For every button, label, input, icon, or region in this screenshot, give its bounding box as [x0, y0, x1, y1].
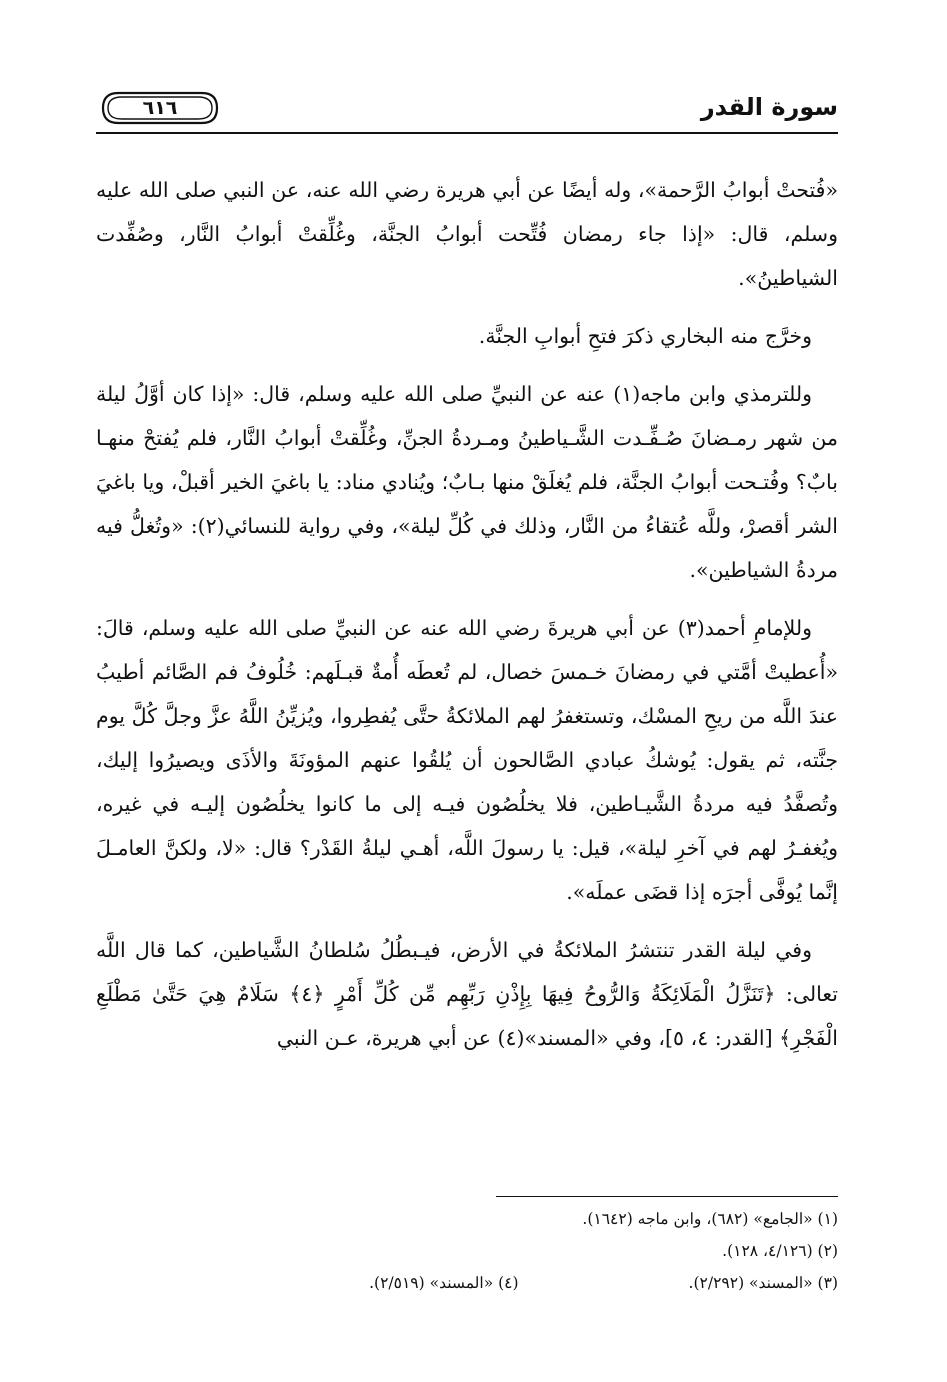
- footnote-row: [96, 1235, 838, 1267]
- main-text: [96, 168, 838, 1074]
- paragraph: وللإمامِ أحمد(٣) عن أبي هريرةَ رضي الله عنه عن النبيِّ صلى الله عليه وسلم، قالَ: «أُعطيتْ أمَّتي في رمضانَ خـمسَ خصال، لم تُعطَه أُمةٌ قبـلَهم: خُلُوفُ فم الصَّائم أطيبُ عندَ اللَّه من ريحِ المسْك، وتستغفرُ لهم الملائكةُ حتَّى يُفطِروا، ويُزيِّنُ اللَّهُ عزَّ وجلَّ كُلَّ يوم جنَّته، ثم يقول: يُوشكُ عبادي الصَّالحون أن يُلقُوا عنهم المؤونَةَ والأذَى ويصيرُوا إليك، وتُصفَّدُ فيه مردةُ الشَّيـاطين، فلا يخلُصُون فيـه إلى ما كانوا يخلُصُون إليـه في غيره، ويُغفـرُ لهم في آخرِ ليلة»، قيل: يا رسولَ اللَّه، أهـي ليلةُ القَدْر؟ قال: «لا، ولكنَّ العامـلَ إنَّما يُوفَّى أجرَه إذا قضَى عملَه».: [96, 616, 838, 904]
- page-header: [96, 84, 838, 136]
- footnote-row: [96, 1267, 838, 1299]
- footnote-2: (٢) (٤/١٢٦، ١٢٨).: [722, 1242, 838, 1260]
- page-number-frame: [100, 90, 220, 126]
- page-number: ٦١٦: [142, 97, 178, 119]
- header-divider: [96, 132, 838, 134]
- footnotes: [96, 1203, 838, 1299]
- footnote-row: [96, 1203, 838, 1235]
- paragraph: وللترمذي وابن ماجه(١) عنه عن النبيِّ صلى الله عليه وسلم، قال: «إذا كان أوَّلُ ليلة من شهر رمـضانَ صُـفِّـدت الشَّـياطينُ ومـردةُ الجنِّ، وغُلِّقتْ أبوابُ النَّار، فلم يُفتحْ منهـا بابٌ؟ وفُتـحت أبوابُ الجنَّة، فلم يُغلَقْ منها بـابٌ؛ ويُنادي مناد: يا باغيَ الخير أقبلْ، ويا باغيَ الشر أقصرْ، وللَّه عُتقاءُ من النَّار، وذلك في كُلِّ ليلة»، وفي رواية للنسائي(٢): «وتُغلُّ فيه مردةُ الشياطين».: [96, 382, 838, 582]
- footnote-3: (٣) «المسند» (٢/٢٩٢).: [688, 1274, 838, 1292]
- paragraph: وخرَّج منه البخاري ذكرَ فتحِ أبوابِ الجنَّة.: [478, 324, 812, 348]
- paragraph: «فُتحتْ أبوابُ الرَّحمة»، وله أيضًا عن أبي هريرة رضي الله عنه، عن النبي صلى الله عليه وسلم، قال: «إذا جاء رمضان فُتِّحت أبوابُ الجنَّة، وغُلِّقتْ أبوابُ النَّار، وصُفِّدت الشياطينُ».: [96, 178, 838, 290]
- footnote-1: (١) «الجامع» (٦٨٢)، وابن ماجه (١٦٤٢).: [582, 1210, 838, 1228]
- surah-title: سورة القدر: [700, 93, 838, 121]
- paragraph: وفي ليلة القدر تنتشرُ الملائكةُ في الأرض، فيـبطُلُ سُلطانُ الشَّياطين، كما قال اللَّه تعالى: ﴿تَنَزَّلُ الْمَلَائِكَةُ وَالرُّوحُ فِيهَا بِإِذْنِ رَبِّهِم مِّن كُلِّ أَمْرٍ ﴿٤﴾ سَلَامٌ هِيَ حَتَّىٰ مَطْلَعِ الْفَجْرِ﴾ [القدر: ٤، ٥]، وفي «المسند»(٤) عن أبي هريرة، عـن النبي: [96, 938, 838, 1050]
- footnote-4: (٤) «المسند» (٢/٥١٩).: [369, 1274, 519, 1292]
- footnote-divider: [496, 1196, 838, 1197]
